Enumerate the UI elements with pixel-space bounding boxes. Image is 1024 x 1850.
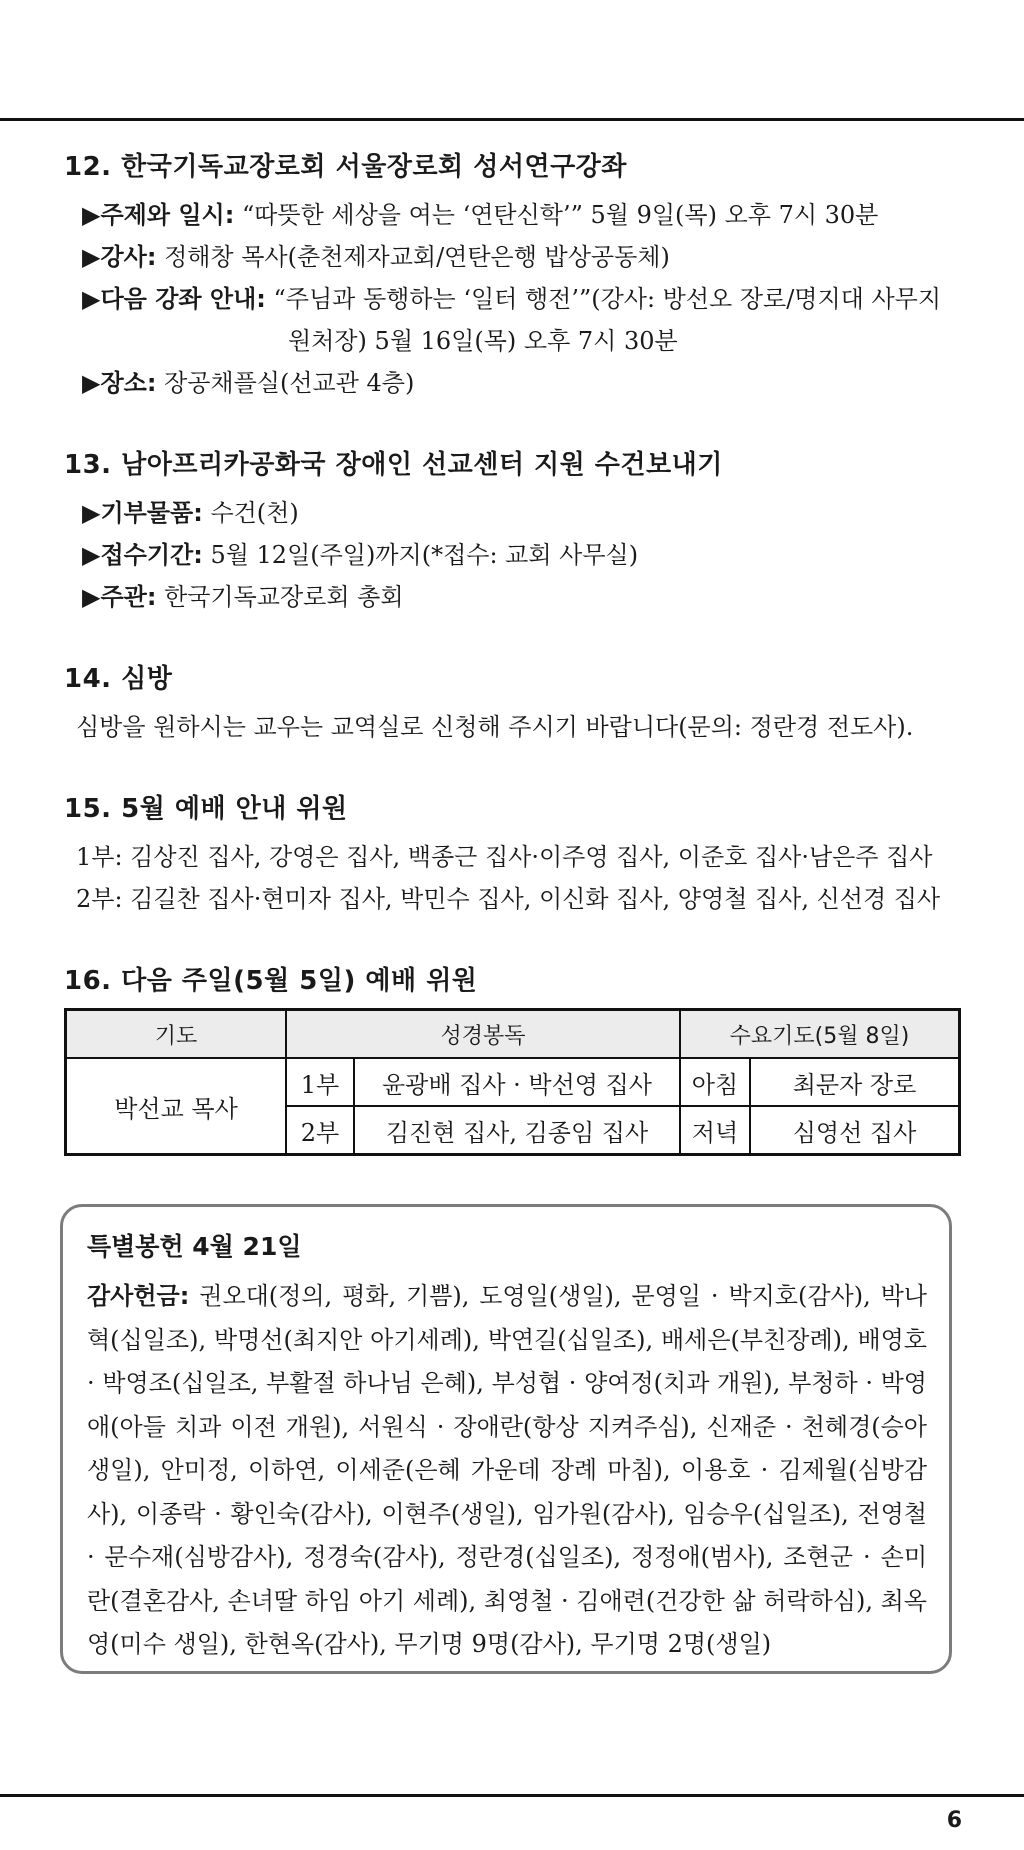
- header-reading: 성경봉독: [286, 1010, 680, 1059]
- next-lecture-line: ▶다음 강좌 안내: “주님과 동행하는 ‘일터 행전’”(강사: 방선오 장로/명지대 사무지: [82, 285, 942, 313]
- donation-item-line: ▶기부물품: 수건(천): [82, 499, 299, 527]
- prayer-person: 박선교 목사: [66, 1058, 287, 1155]
- section-title: 16. 다음 주일(5월 5일) 예배 위원: [64, 966, 478, 996]
- page-number: 6: [946, 1808, 962, 1833]
- arrow-icon: ▶: [82, 243, 101, 271]
- header-prayer: 기도: [66, 1010, 287, 1059]
- part-cell: 1부: [286, 1058, 354, 1106]
- offering-list: [87, 1275, 927, 1667]
- section-12: [64, 150, 964, 404]
- section-16: [64, 964, 964, 1156]
- section-15: [64, 792, 964, 920]
- part-cell: 2부: [286, 1106, 354, 1155]
- table-header-row: [66, 1010, 960, 1059]
- section-title: 13. 남아프리카공화국 장애인 선교센터 지원 수건보내기: [64, 450, 723, 480]
- bottom-rule: [0, 1794, 1024, 1797]
- host-line: ▶주관: 한국기독교장로회 총회: [82, 583, 404, 611]
- place-line: ▶장소: 장공채플실(선교관 4층): [82, 369, 415, 397]
- usher-line-2: 2부: 김길찬 집사·현미자 집사, 박민수 집사, 이신화 집사, 양영철 집사, 신선경 집사: [76, 885, 941, 913]
- arrow-icon: ▶: [82, 499, 101, 527]
- time-cell: 저녁: [680, 1106, 750, 1155]
- time-cell: 아침: [680, 1058, 750, 1106]
- visitation-text: 심방을 원하시는 교우는 교역실로 신청해 주시기 바랍니다(문의: 정란경 전도사).: [76, 713, 914, 741]
- arrow-icon: ▶: [82, 201, 101, 229]
- wednesday-person: 심영선 집사: [750, 1106, 960, 1155]
- header-wednesday: 수요기도(5월 8일): [680, 1010, 960, 1059]
- period-line: ▶접수기간: 5월 12일(주일)까지(*접수: 교회 사무실): [82, 541, 639, 569]
- section-13: [64, 448, 964, 618]
- next-lecture-line-cont: 원처장) 5월 16일(목) 오후 7시 30분: [288, 327, 678, 355]
- reader-names: 김진현 집사, 김종임 집사: [354, 1106, 680, 1155]
- section-title: 15. 5월 예배 안내 위원: [64, 794, 348, 824]
- section-title: 12. 한국기독교장로회 서울장로회 성서연구강좌: [64, 152, 627, 182]
- lecturer-line: ▶강사: 정해창 목사(춘천제자교회/연탄은행 밥상공동체): [82, 243, 670, 271]
- arrow-icon: ▶: [82, 369, 101, 397]
- arrow-icon: ▶: [82, 285, 101, 313]
- bulletin-content: [64, 150, 964, 1200]
- section-title: 14. 심방: [64, 664, 173, 694]
- arrow-icon: ▶: [82, 541, 101, 569]
- arrow-icon: ▶: [82, 583, 101, 611]
- wednesday-person: 최문자 장로: [750, 1058, 960, 1106]
- reader-names: 윤광배 집사 · 박선영 집사: [354, 1058, 680, 1106]
- special-offering-box: [60, 1204, 952, 1674]
- offering-label: 감사헌금:: [87, 1282, 190, 1310]
- worship-roles-table: [64, 1008, 961, 1156]
- section-14: [64, 662, 964, 748]
- usher-line-1: 1부: 김상진 집사, 강영은 집사, 백종근 집사·이주영 집사, 이준호 집사·남은주 집사: [76, 843, 933, 871]
- offering-names: 권오대(정의, 평화, 기쁨), 도영일(생일), 문영일 · 박지호(감사), 박나혁(십일조), 박명선(최지안 아기세례), 박연길(십일조), 배세은(부친장례), 배영호 · 박영조(십일조, 부활절 하나님 은혜), 부성협 · 양여정(치과 개원), 부청하 · 박영애(아들 치과 이전 개원), 서원식 · 장애란(항상 지켜주심), 신재준 · 천혜경(승아 생일), 안미정, 이하연, 이세준(은혜 가운데 장례 마침), 이용호 · 김제월(심방감사), 이종락 · 황인숙(감사), 이현주(생일), 임가원(감사), 임승우(십일조), 전영철 · 문수재(심방감사), 정경숙(감사), 정란경(십일조), 정정애(범사), 조현군 · 손미란(결혼감사, 손녀딸 하임 아기 세례), 최영철 · 김애련(건강한 삶 허락하심), 최옥영(미수 생일), 한현옥(감사), 무기명 9명(감사), 무기명 2명(생일): [87, 1282, 927, 1658]
- top-rule: [0, 118, 1024, 121]
- topic-line: ▶주제와 일시: “따뜻한 세상을 여는 ‘연탄신학’” 5월 9일(목) 오후 7시 30분: [82, 201, 879, 229]
- table-row: [66, 1058, 960, 1106]
- offering-title: 특별봉헌 4월 21일: [87, 1232, 302, 1261]
